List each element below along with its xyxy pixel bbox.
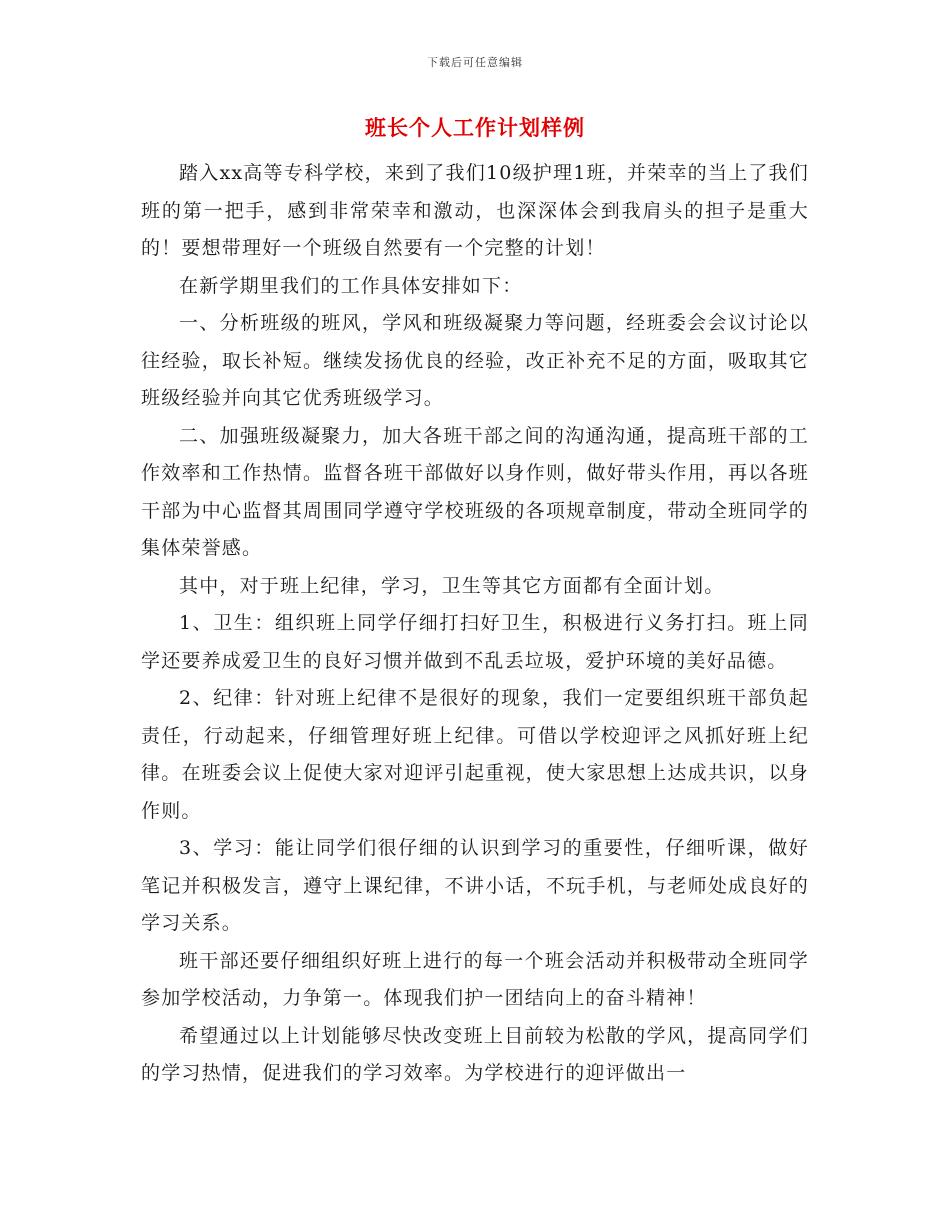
paragraph-8: 3、学习：能让同学们很仔细的认识到学习的重要性，仔细听课，做好笔记并积极发言，遵守上课纪律，不讲小话，不玩手机，与老师处成良好的学习关系。 xyxy=(141,837,809,934)
paragraph-5: 其中，对于班上纪律，学习，卫生等其它方面都有全面计划。 xyxy=(179,574,725,597)
page-header-note: 下载后可任意编辑 xyxy=(427,56,523,69)
paragraph-6: 1、卫生：组织班上同学仔细打扫好卫生，积极进行义务打扫。班上同学还要养成爱卫生的良好习惯并做到不乱丢垃圾，爱护环境的美好品德。 xyxy=(141,612,809,672)
paragraph-3: 一、分析班级的班风，学风和班级凝聚力等问题，经班委会会议讨论以往经验，取长补短。继续发扬优良的经验，改正补充不足的方面，吸取其它班级经验并向其它优秀班级学习。 xyxy=(141,312,809,409)
paragraph-2: 在新学期里我们的工作具体安排如下： xyxy=(179,274,523,297)
paragraph-4: 二、加强班级凝聚力，加大各班干部之间的沟通沟通，提高班干部的工作效率和工作热情。监督各班干部做好以身作则，做好带头作用，再以各班干部为中心监督其周围同学遵守学校班级的各项规章制度，带动全班同学的集体荣誉感。 xyxy=(141,424,809,559)
paragraph-9: 班干部还要仔细组织好班上进行的每一个班会活动并积极带动全班同学参加学校活动，力争第一。体现我们护一团结向上的奋斗精神！ xyxy=(141,949,809,1009)
paragraph-7: 2、纪律：针对班上纪律不是很好的现象，我们一定要组织班干部负起责任，行动起来，仔细管理好班上纪律。可借以学校迎评之风抓好班上纪律。在班委会议上促使大家对迎评引起重视，使大家思想上达成共识，以身作则。 xyxy=(141,687,809,822)
paragraph-1: 踏入xx高等专科学校，来到了我们10级护理1班，并荣幸的当上了我们班的第一把手，感到非常荣幸和激动，也深深体会到我肩头的担子是重大的！要想带理好一个班级自然要有一个完整的计划！ xyxy=(141,162,809,259)
paragraph-10: 希望通过以上计划能够尽快改变班上目前较为松散的学风，提高同学们的学习热情，促进我们的学习效率。为学校进行的迎评做出一 xyxy=(141,1024,809,1084)
document-body xyxy=(141,155,809,1093)
document-title: 班长个人工作计划样例 xyxy=(365,115,585,140)
